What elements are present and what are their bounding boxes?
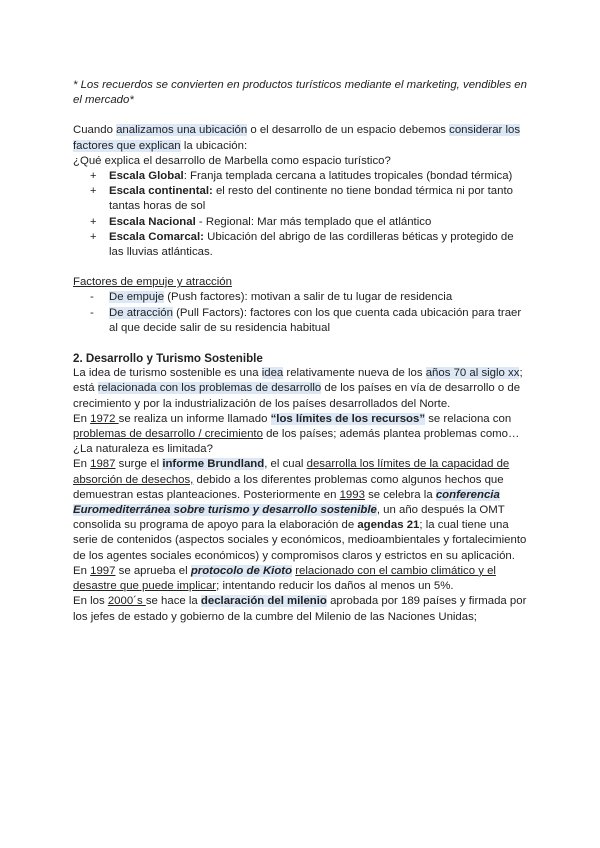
highlight-run: relacionada con los problemas de desarrollo (97, 382, 322, 395)
text-run: ; intentando reducir los daños al menos un 5%. (216, 580, 454, 593)
scales-list (73, 169, 530, 260)
list-item (73, 306, 530, 336)
underlined-run: desarrolla los límites de la capacidad de absorción de desechos, (73, 458, 510, 486)
text-run: , el cual (264, 458, 307, 471)
text-run: ; la cual tiene una serie de contenidos (aspectos sociales y económicos, medioambientales y fortalecimiento de los agentes sociales económicos) y compromisos claros y estrictos en su aplicación. (73, 519, 527, 562)
factor-term: De empuje (109, 291, 165, 304)
list-item (73, 184, 530, 214)
declaration-name: declaración del milenio (200, 595, 327, 608)
text-run: , un año después la OMT consolida su programa de apoyo para la elaboración de (73, 504, 505, 532)
factors-list (73, 290, 530, 336)
text-run: En (73, 458, 91, 471)
paragraph-1997 (73, 564, 530, 594)
text-run: En los (73, 595, 108, 608)
scale-text: Ubicación del abrigo de las cordilleras béticas y protegido de las lluvias atlánticas. (109, 230, 514, 259)
sustainability-paragraph (73, 366, 530, 412)
text-run: la ubicación: (180, 139, 248, 152)
scale-text: - Regional: Mar más templado que el atlántico (195, 215, 432, 228)
paragraph-1972 (73, 412, 530, 458)
year-run: 2000´s (107, 595, 146, 608)
scale-text: el resto del continente no tiene bondad térmica ni por tanto tantas horas de sol (109, 185, 513, 213)
list-item (73, 290, 530, 305)
year-run: 1993 (339, 488, 365, 501)
text-run: se celebra la (364, 488, 436, 501)
scale-text: : Franja templada cercana a latitudes tropicales (bondad térmica) (183, 170, 513, 183)
text-run: de los países; además plantea problemas como… ¿La naturaleza es limitada? (73, 428, 520, 456)
factor-text: (Push factores): motivan a salir de tu lugar de residencia (164, 291, 453, 304)
underlined-run: problemas de desarrollo / crecimiento (73, 428, 263, 441)
text-run: de los países en vía de desarrollo o de crecimiento y por la industrialización de los países desarrollados del Norte. (73, 382, 521, 410)
paragraph-1987 (73, 457, 530, 563)
text-run: En (73, 564, 91, 577)
factors-title: Factores de empuje y atracción (73, 276, 232, 289)
year-run: 1997 (90, 564, 116, 577)
spacer (73, 108, 530, 123)
highlight-run: considerar los factores que explican (73, 124, 521, 152)
text-run: debido a los diferentes problemas como algunos hechos que demuestran estas planteaciones. Posteriormente en (73, 473, 504, 501)
section-heading: 2. Desarrollo y Turismo Sostenible (73, 352, 263, 366)
text-run: o el desarrollo de un espacio debemos (247, 124, 450, 137)
text-run: surge el (115, 458, 163, 471)
factor-text: (Pull Factors): factores con los que cuenta cada ubicación para traer al que decide salir de su residencia habitual (109, 306, 522, 334)
year-run: 1972 (90, 412, 119, 425)
text-run: ; está (73, 367, 523, 395)
intro-note: * Los recuerdos se convierten en productos turísticos mediante el marketing, vendibles en el mercado* (73, 79, 527, 107)
scale-term: Escala Comarcal: (109, 230, 204, 243)
scale-term: Escala Global (109, 170, 184, 183)
highlight-run: años 70 al siglo xx (425, 367, 520, 380)
report-name: “los límites de los recursos” (270, 412, 426, 425)
analysis-paragraph (73, 123, 530, 153)
spacer (73, 336, 530, 351)
text-run: se realiza un informe llamado (118, 412, 271, 425)
text-run: se aprueba el (115, 564, 191, 577)
list-item (73, 215, 530, 230)
report-name: informe Brundland (162, 458, 265, 471)
text-run: relativamente nueva de los (283, 367, 426, 380)
text-run: La idea de turismo sostenible es una (73, 367, 262, 380)
analysis-question: ¿Qué explica el desarrollo de Marbella como espacio turístico? (73, 154, 391, 167)
conference-name: conferencia Euromediterránea sobre turismo y desarrollo sostenible (73, 488, 500, 517)
list-item (73, 169, 530, 184)
highlight-run: idea (261, 367, 284, 380)
underlined-run: relacionado con el cambio climático y el desastre que puede implicar (73, 564, 496, 593)
scale-term: Escala continental: (109, 185, 213, 198)
list-item (73, 230, 530, 260)
protocol-name: protocolo de Kioto (190, 564, 293, 577)
text-run: se hace la (145, 595, 201, 608)
year-run: 1987 (90, 458, 116, 471)
text-run: En (73, 412, 91, 425)
text-run: se relaciona con (425, 412, 512, 425)
paragraph-2000s (73, 594, 530, 624)
factor-term: De atracción (109, 306, 173, 319)
highlight-run: analizamos una ubicación (116, 124, 248, 137)
text-run: aprobada por 189 países y firmada por los jefes de estado y gobierno de la cumbre del Milenio de las Naciones Unidas; (73, 595, 527, 623)
scale-term: Escala Nacional (109, 215, 196, 228)
spacer (73, 260, 530, 275)
text-run: Cuando (73, 124, 117, 137)
agendas-term: agendas 21 (357, 519, 420, 532)
